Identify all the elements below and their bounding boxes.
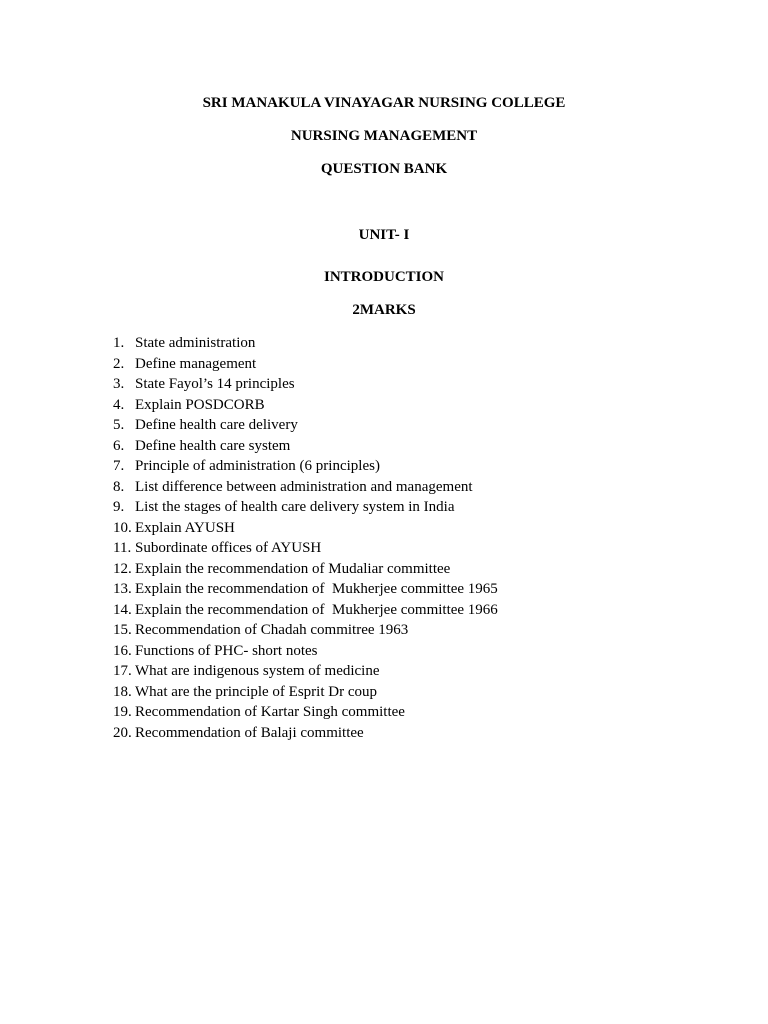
question-item [113, 682, 498, 703]
question-item [113, 415, 498, 436]
question-item [113, 333, 498, 354]
question-text: Explain POSDCORB [135, 396, 265, 413]
question-text: Subordinate offices of AYUSH [135, 540, 322, 556]
question-item [113, 518, 498, 539]
question-number: 11. [113, 540, 132, 556]
question-number: 5. [113, 417, 125, 433]
question-number: 14. [113, 601, 132, 618]
question-list [113, 333, 498, 743]
question-number: 10. [113, 519, 132, 536]
question-item [113, 559, 498, 580]
question-item [113, 661, 498, 682]
question-number: 20. [113, 724, 132, 741]
question-item [113, 641, 498, 662]
question-text: Define management [135, 355, 257, 372]
question-item [113, 477, 498, 498]
question-item [113, 374, 498, 395]
question-number: 7. [113, 458, 125, 474]
question-number: 17. [113, 663, 132, 679]
question-number: 13. [113, 581, 132, 597]
document-type-title: QUESTION BANK [320, 161, 448, 177]
unit-heading: UNIT- I [358, 227, 410, 243]
question-number: 19. [113, 704, 132, 720]
question-number: 8. [113, 478, 125, 495]
question-text: List difference between administration and management [135, 478, 473, 495]
question-text: Recommendation of Kartar Singh committee [135, 704, 405, 720]
question-text: List the stages of health care delivery system in India [135, 499, 455, 515]
subject-title: NURSING MANAGEMENT [290, 128, 478, 144]
question-item [113, 600, 498, 621]
question-number: 1. [113, 335, 125, 351]
question-item [113, 620, 498, 641]
question-item [113, 436, 498, 457]
question-number: 6. [113, 437, 125, 454]
question-text: Explain the recommendation of Mudaliar committee [135, 560, 451, 577]
question-text: Functions of PHC- short notes [135, 642, 318, 659]
question-text: What are indigenous system of medicine [135, 663, 380, 679]
marks-heading: 2MARKS [352, 302, 416, 318]
question-text: Recommendation of Chadah commitree 1963 [135, 622, 409, 638]
question-number: 3. [113, 376, 125, 392]
question-text: Principle of administration (6 principles) [135, 458, 380, 474]
question-number: 9. [113, 499, 125, 515]
question-text: State administration [135, 335, 256, 351]
question-text: Explain the recommendation of Mukherjee committee 1965 [135, 581, 498, 597]
college-title: SRI MANAKULA VINAYAGAR NURSING COLLEGE [202, 95, 566, 111]
question-number: 16. [113, 642, 132, 659]
question-number: 15. [113, 622, 132, 638]
question-text: Define health care delivery [135, 417, 298, 433]
question-item [113, 395, 498, 416]
question-item [113, 456, 498, 477]
question-text: State Fayol’s 14 principles [135, 376, 295, 392]
question-text: Explain the recommendation of Mukherjee committee 1966 [135, 601, 498, 618]
question-text: What are the principle of Esprit Dr coup [135, 683, 377, 700]
question-number: 18. [113, 683, 132, 700]
question-item [113, 702, 498, 723]
question-item [113, 497, 498, 518]
question-item [113, 538, 498, 559]
question-number: 2. [113, 355, 125, 372]
question-text: Explain AYUSH [135, 519, 235, 536]
topic-heading: INTRODUCTION [323, 269, 444, 285]
question-item [113, 723, 498, 744]
question-text: Define health care system [135, 437, 291, 454]
question-number: 12. [113, 560, 132, 577]
question-number: 4. [113, 396, 125, 413]
question-item [113, 579, 498, 600]
question-text: Recommendation of Balaji committee [135, 724, 364, 741]
question-item [113, 354, 498, 375]
